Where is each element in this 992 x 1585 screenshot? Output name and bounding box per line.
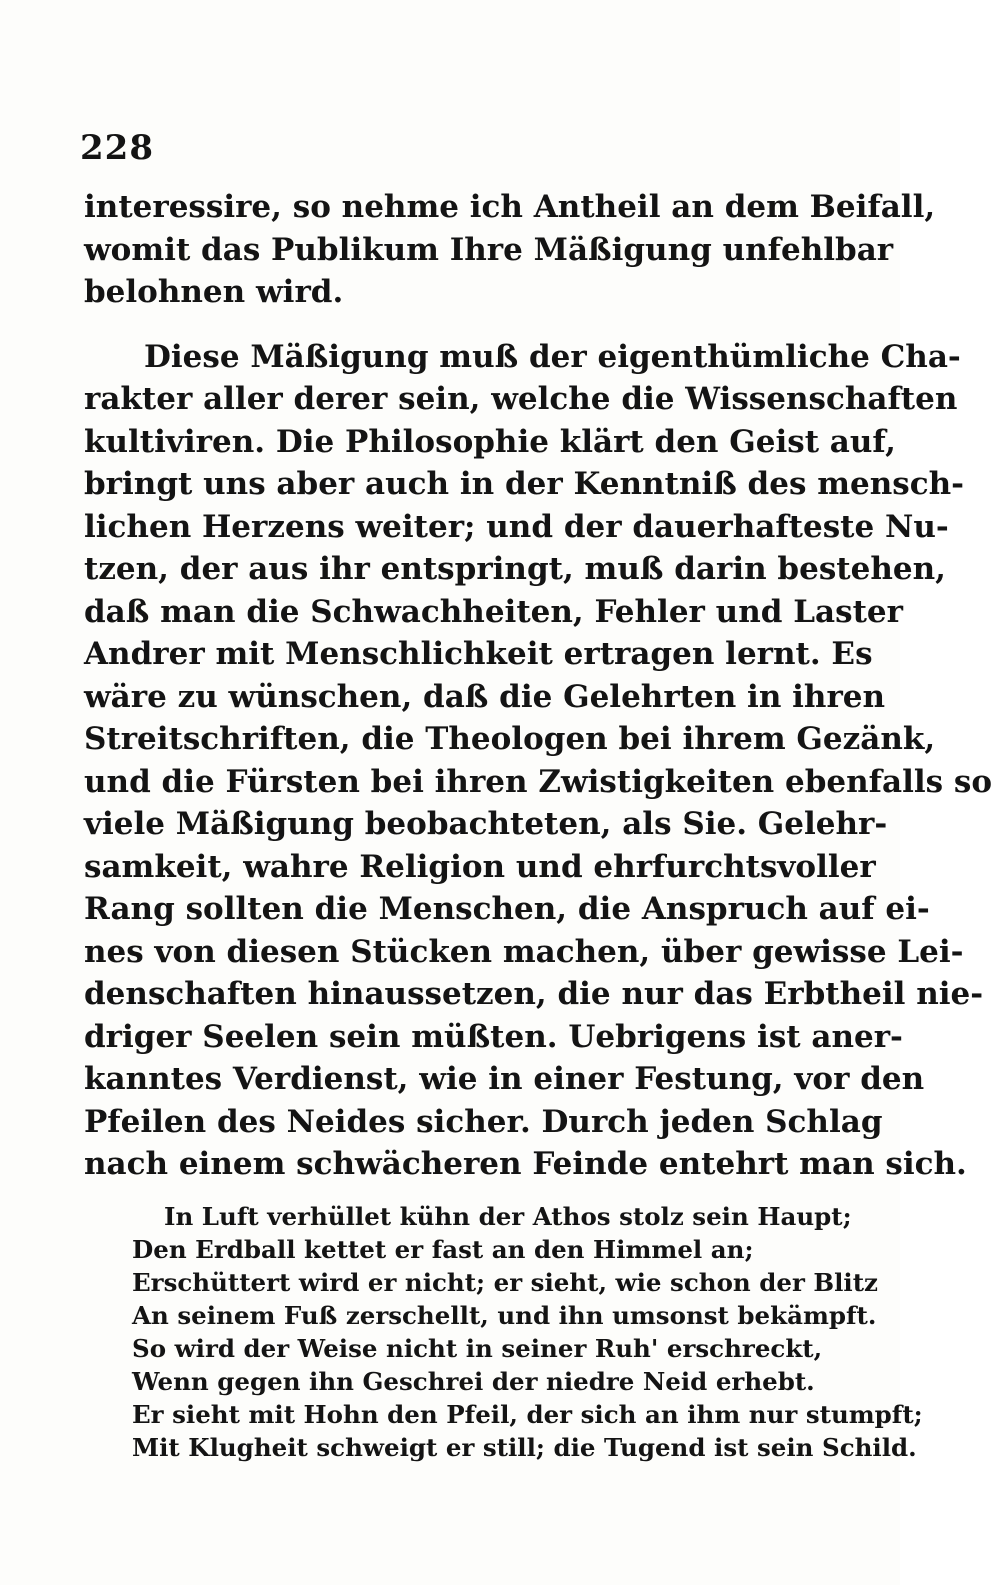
text-line: bringt uns aber auch in der Kenntniß des mensch- [84,466,964,502]
text-line: daß man die Schwachheiten, Fehler und Laster [84,593,903,630]
text-line: womit das Publikum Ihre Mäßigung unfehlbar [84,231,894,268]
text-line: tzen, der aus ihr entspringt, muß darin bestehen, [84,551,946,587]
text-line: lichen Herzens weiter; und der dauerhafteste Nu- [84,508,949,545]
body-text [84,186,992,1186]
text-line: Rang sollten die Menschen, die Anspruch auf ei- [84,891,930,927]
text-line: kanntes Verdienst, wie in einer Festung, vor den [84,1061,925,1097]
poem-line: Er sieht mit Hohn den Pfeil, der sich an ihm nur stumpft; [132,1400,923,1429]
text-line: Andrer mit Menschlichkeit ertragen lernt. Es [84,636,873,672]
text-line: driger Seelen sein müßten. Uebrigens ist aner- [84,1018,903,1055]
poem-line: Den Erdball kettet er fast an den Himmel an; [132,1235,754,1264]
poem-line: In Luft verhüllet kühn der Athos stolz sein Haupt; [164,1202,852,1231]
text-line: Streitschriften, die Theologen bei ihrem Gezänk, [84,721,936,757]
poem-line: So wird der Weise nicht in seiner Ruh' erschreckt, [132,1334,823,1363]
text-line: kultiviren. Die Philosophie klärt den Geist auf, [84,423,896,460]
paragraph-gap [84,314,824,336]
text-line: nes von diesen Stücken machen, über gewisse Lei- [84,933,964,970]
text-line: und die Fürsten bei ihren Zwistigkeiten ebenfalls so [84,763,992,800]
text-line: belohnen wird. [84,274,344,310]
poem-line: Wenn gegen ihn Geschrei der niedre Neid erhebt. [132,1367,815,1396]
paragraph-1 [84,186,936,314]
text-line: Pfeilen des Neides sicher. Durch jeden Schlag [84,1103,883,1140]
page-number: 228 [80,128,154,168]
text-line: viele Mäßigung beobachteten, als Sie. Gelehr- [84,806,888,842]
text-line: samkeit, wahre Religion und ehrfurchtsvoller [84,848,876,885]
text-line: Diese Mäßigung muß der eigenthümliche Cha- [144,338,961,375]
text-line: rakter aller derer sein, welche die Wissenschaften [84,381,958,417]
poem-line: An seinem Fuß zerschellt, und ihn umsonst bekämpft. [132,1301,877,1330]
poem [132,1200,923,1464]
text-line: nach einem schwächeren Feinde entehrt man sich. [84,1146,967,1182]
text-line: denschaften hinaussetzen, die nur das Erbtheil nie- [84,976,984,1012]
text-line: wäre zu wünschen, daß die Gelehrten in ihren [84,678,886,715]
paragraph-2 [84,336,992,1186]
poem-line: Erschüttert wird er nicht; er sieht, wie schon der Blitz [132,1268,878,1297]
text-line: interessire, so nehme ich Antheil an dem Beifall, [84,189,936,225]
poem-line: Mit Klugheit schweigt er still; die Tugend ist sein Schild. [132,1433,917,1462]
